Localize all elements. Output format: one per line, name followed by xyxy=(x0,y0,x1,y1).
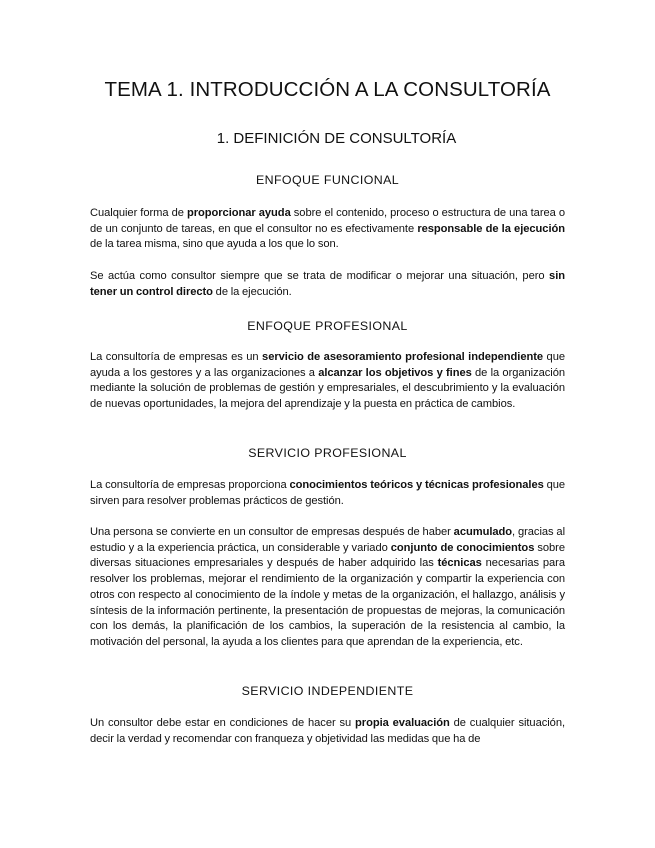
bold-conocimientos-teoricos: conocimientos teóricos y técnicas profesionales xyxy=(289,479,544,491)
bold-alcanzar-objetivos: alcanzar los objetivos y fines xyxy=(318,366,472,379)
bold-sin-control-directo: sin tener un control directo xyxy=(90,270,565,298)
bold-conjunto-conocimientos: conjunto de conocimientos xyxy=(390,541,535,554)
paragraph-servicio-profesional-1: La consultoría de empresas proporciona conocimientos teóricos y técnicas profesionales que sirven para resolver problemas prácticos de gestión. xyxy=(90,479,566,507)
bold-tecnicas: técnicas xyxy=(437,557,482,570)
paragraph-funcional-1: Cualquier forma de proporcionar ayuda sobre el contenido, proceso o estructura de una tarea o de un conjunto de tareas, en que el consultor no es efectivamente responsable de la ejecución de la tarea misma, sino que ayuda a los que lo son. xyxy=(90,207,565,251)
bold-responsable-ejecucion: responsable de la ejecución xyxy=(417,222,565,235)
paragraph-funcional-2: Se actúa como consultor siempre que se trata de modificar o mejorar una situación, pero sin tener un control directo de la ejecución. xyxy=(90,270,565,298)
heading-enfoque-funcional: ENFOQUE FUNCIONAL xyxy=(255,173,400,187)
bold-proporcionar-ayuda: proporcionar ayuda xyxy=(186,207,291,219)
section-title: 1. DEFINICIÓN DE CONSULTORÍA xyxy=(216,130,457,147)
document-title: TEMA 1. INTRODUCCIÓN A LA CONSULTORÍA xyxy=(104,78,551,101)
heading-servicio-independiente: SERVICIO INDEPENDIENTE xyxy=(241,684,414,698)
bold-servicio-asesoramiento: servicio de asesoramiento profesional independiente xyxy=(262,351,544,363)
paragraph-profesional-1: La consultoría de empresas es un servicio de asesoramiento profesional independiente que ayuda a los gestores y a las organizaciones a alcanzar los objetivos y fines de la organización mediante la solución de problemas de gestión y empresariales, el descubrimiento y la evaluación de nuevas oportunidades, la mejora del aprendizaje y la puesta en práctica de cambios. xyxy=(90,351,565,411)
heading-servicio-profesional: SERVICIO PROFESIONAL xyxy=(248,446,407,460)
heading-enfoque-profesional: ENFOQUE PROFESIONAL xyxy=(247,319,408,333)
paragraph-servicio-independiente-1: Un consultor debe estar en condiciones de hacer su propia evaluación de cualquier situación, decir la verdad y recomendar con franqueza y objetividad las medidas que ha de xyxy=(90,717,566,745)
bold-acumulado: acumulado xyxy=(453,526,513,538)
paragraph-servicio-profesional-2: Una persona se convierte en un consultor de empresas después de haber acumulado, gracias al estudio y a la experiencia práctica, un considerable y variado conjunto de conocimientos sobre diversas situaciones empresariales y después de haber adquirido las técnicas necesarias para resolver los problemas, mejorar el rendimiento de la organización y compartir la experiencia con otros con respecto al conocimiento de la índole y metas de la organización, el hallazgo, análisis y síntesis de la información pertinente, la presentación de propuestas de mejoras, la comunicación con los demás, la planificación de los cambios, la superación de la resistencia al cambio, la motivación del personal, la ayuda a los clientes para que aprendan de la experiencia, etc. xyxy=(90,526,565,648)
bold-propia-evaluacion: propia evaluación xyxy=(355,717,450,729)
